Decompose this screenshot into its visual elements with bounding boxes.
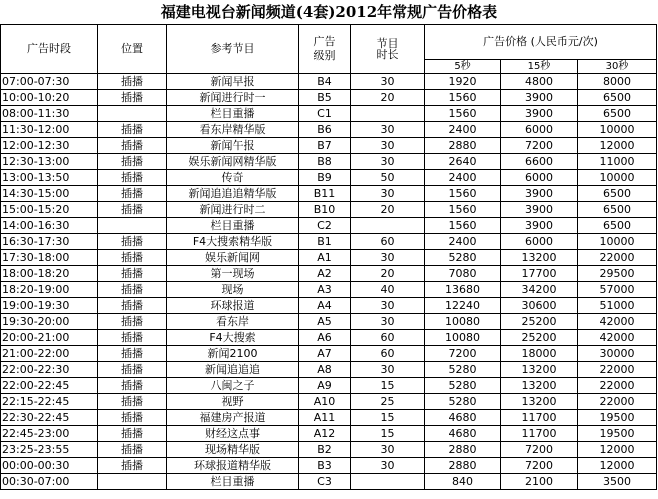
cell-position: 插播 [98, 202, 167, 218]
cell-position: 插播 [98, 410, 167, 426]
cell-program: 第一现场 [167, 266, 299, 282]
cell-length: 30 [351, 362, 425, 378]
cell-price-15s: 7200 [501, 458, 578, 474]
cell-price-15s: 7200 [501, 442, 578, 458]
cell-position: 插播 [98, 138, 167, 154]
cell-program: 新闻进行时二 [167, 202, 299, 218]
cell-price-5s: 2880 [425, 458, 501, 474]
table-row [1, 458, 657, 474]
sheet-title: 福建电视台新闻频道(4套)2012年常规广告价格表 [160, 3, 498, 21]
table-row [1, 442, 657, 458]
cell-price-5s: 1560 [425, 202, 501, 218]
header-5s: 5秒 [425, 60, 501, 74]
cell-price-5s: 5280 [425, 250, 501, 266]
cell-price-5s: 7200 [425, 346, 501, 362]
cell-grade: B7 [299, 138, 351, 154]
cell-grade: B11 [299, 186, 351, 202]
table-row [1, 330, 657, 346]
cell-position: 插播 [98, 266, 167, 282]
cell-price-5s: 2400 [425, 170, 501, 186]
cell-time: 00:00-00:30 [1, 458, 98, 474]
cell-position: 插播 [98, 90, 167, 106]
cell-time: 16:30-17:30 [1, 234, 98, 250]
cell-length: 30 [351, 458, 425, 474]
cell-price-30s: 42000 [578, 314, 657, 330]
cell-program: 环球报道 [167, 298, 299, 314]
cell-price-5s: 2880 [425, 138, 501, 154]
header-length-text: 节目时长 [376, 37, 399, 61]
cell-program: 八闽之子 [167, 378, 299, 394]
table-row [1, 282, 657, 298]
cell-price-15s: 25200 [501, 314, 578, 330]
cell-time: 17:30-18:00 [1, 250, 98, 266]
header-grade [299, 25, 351, 74]
cell-length: 15 [351, 378, 425, 394]
cell-time: 12:00-12:30 [1, 138, 98, 154]
cell-program: 传奇 [167, 170, 299, 186]
cell-position: 插播 [98, 122, 167, 138]
cell-time: 10:00-10:20 [1, 90, 98, 106]
cell-price-30s: 10000 [578, 234, 657, 250]
cell-price-30s: 22000 [578, 250, 657, 266]
table-row [1, 250, 657, 266]
table-row [1, 90, 657, 106]
cell-grade: A8 [299, 362, 351, 378]
cell-length: 30 [351, 298, 425, 314]
cell-program: 福建房产报道 [167, 410, 299, 426]
cell-time: 22:45-23:00 [1, 426, 98, 442]
cell-program: 环球报道精华版 [167, 458, 299, 474]
cell-price-5s: 2400 [425, 122, 501, 138]
cell-price-15s: 3900 [501, 90, 578, 106]
cell-time: 19:00-19:30 [1, 298, 98, 314]
cell-grade: A7 [299, 346, 351, 362]
cell-price-15s: 3900 [501, 202, 578, 218]
cell-position: 插播 [98, 234, 167, 250]
cell-program: 栏目重播 [167, 106, 299, 122]
cell-grade: A11 [299, 410, 351, 426]
cell-program: F4大搜索 [167, 330, 299, 346]
cell-position: 插播 [98, 186, 167, 202]
cell-grade: B9 [299, 170, 351, 186]
cell-position: 插播 [98, 426, 167, 442]
cell-position: 插播 [98, 362, 167, 378]
cell-grade: B1 [299, 234, 351, 250]
cell-time: 15:00-15:20 [1, 202, 98, 218]
cell-grade: B8 [299, 154, 351, 170]
cell-program: F4大搜索精华版 [167, 234, 299, 250]
cell-price-5s: 4680 [425, 410, 501, 426]
cell-time: 22:30-22:45 [1, 410, 98, 426]
cell-price-30s: 12000 [578, 442, 657, 458]
cell-grade: A9 [299, 378, 351, 394]
cell-time: 22:15-22:45 [1, 394, 98, 410]
cell-price-5s: 1920 [425, 74, 501, 90]
cell-position: 插播 [98, 378, 167, 394]
cell-price-15s: 4800 [501, 74, 578, 90]
header-length [351, 25, 425, 74]
cell-position: 插播 [98, 442, 167, 458]
cell-length: 60 [351, 330, 425, 346]
cell-grade: A1 [299, 250, 351, 266]
cell-price-30s: 22000 [578, 394, 657, 410]
cell-price-5s: 2880 [425, 442, 501, 458]
header-grade-text: 广告级别 [313, 35, 336, 62]
cell-price-5s: 1560 [425, 106, 501, 122]
cell-price-15s: 7200 [501, 138, 578, 154]
cell-position: 插播 [98, 314, 167, 330]
cell-price-15s: 2100 [501, 474, 578, 490]
cell-grade: C3 [299, 474, 351, 490]
cell-position: 插播 [98, 298, 167, 314]
table-row [1, 314, 657, 330]
cell-program: 现场精华版 [167, 442, 299, 458]
table-row [1, 410, 657, 426]
cell-price-15s: 34200 [501, 282, 578, 298]
cell-program: 新闻追追追 [167, 362, 299, 378]
cell-time: 07:00-07:30 [1, 74, 98, 90]
cell-program: 新闻进行时一 [167, 90, 299, 106]
cell-time: 14:30-15:00 [1, 186, 98, 202]
price-table [0, 24, 657, 490]
cell-price-30s: 3500 [578, 474, 657, 490]
cell-price-30s: 22000 [578, 362, 657, 378]
table-row [1, 170, 657, 186]
cell-length: 25 [351, 394, 425, 410]
table-row [1, 394, 657, 410]
cell-price-15s: 25200 [501, 330, 578, 346]
header-15s: 15秒 [501, 60, 578, 74]
cell-price-5s: 12240 [425, 298, 501, 314]
cell-price-5s: 2640 [425, 154, 501, 170]
header-row [1, 25, 657, 60]
header-time: 广告时段 [1, 25, 98, 74]
cell-time: 18:00-18:20 [1, 266, 98, 282]
table-row [1, 74, 657, 90]
cell-position: 插播 [98, 282, 167, 298]
cell-program: 现场 [167, 282, 299, 298]
cell-time: 23:25-23:55 [1, 442, 98, 458]
cell-time: 13:00-13:50 [1, 170, 98, 186]
cell-position: 插播 [98, 74, 167, 90]
cell-program: 娱乐新闻网 [167, 250, 299, 266]
cell-price-30s: 19500 [578, 410, 657, 426]
cell-price-15s: 18000 [501, 346, 578, 362]
cell-price-15s: 30600 [501, 298, 578, 314]
table-row [1, 298, 657, 314]
cell-price-15s: 13200 [501, 378, 578, 394]
cell-price-30s: 57000 [578, 282, 657, 298]
cell-grade: C1 [299, 106, 351, 122]
cell-length: 30 [351, 314, 425, 330]
cell-grade: A10 [299, 394, 351, 410]
cell-price-15s: 11700 [501, 426, 578, 442]
cell-program: 新闻午报 [167, 138, 299, 154]
cell-price-30s: 6500 [578, 186, 657, 202]
cell-price-5s: 5280 [425, 378, 501, 394]
cell-price-5s: 1560 [425, 90, 501, 106]
cell-price-15s: 3900 [501, 186, 578, 202]
cell-time: 22:00-22:45 [1, 378, 98, 394]
cell-grade: A12 [299, 426, 351, 442]
cell-grade: B3 [299, 458, 351, 474]
table-row [1, 426, 657, 442]
cell-program: 栏目重播 [167, 218, 299, 234]
header-price: 广告价格 (人民币元/次) [425, 25, 657, 60]
table-row [1, 202, 657, 218]
cell-time: 14:00-16:30 [1, 218, 98, 234]
cell-grade: A3 [299, 282, 351, 298]
cell-price-15s: 13200 [501, 362, 578, 378]
cell-length: 20 [351, 90, 425, 106]
cell-time: 00:30-07:00 [1, 474, 98, 490]
table-row [1, 346, 657, 362]
header-30s: 30秒 [578, 60, 657, 74]
cell-grade: A2 [299, 266, 351, 282]
cell-length: 50 [351, 170, 425, 186]
cell-price-15s: 13200 [501, 250, 578, 266]
cell-program: 视野 [167, 394, 299, 410]
cell-length: 60 [351, 234, 425, 250]
cell-position: 插播 [98, 250, 167, 266]
cell-length [351, 218, 425, 234]
cell-grade: C2 [299, 218, 351, 234]
cell-grade: A6 [299, 330, 351, 346]
cell-grade: A5 [299, 314, 351, 330]
cell-time: 12:30-13:00 [1, 154, 98, 170]
table-row [1, 186, 657, 202]
cell-price-30s: 12000 [578, 458, 657, 474]
cell-price-30s: 42000 [578, 330, 657, 346]
cell-price-30s: 51000 [578, 298, 657, 314]
cell-time: 21:00-22:00 [1, 346, 98, 362]
cell-price-5s: 10080 [425, 314, 501, 330]
cell-program: 财经这点事 [167, 426, 299, 442]
cell-price-5s: 13680 [425, 282, 501, 298]
cell-price-30s: 19500 [578, 426, 657, 442]
header-position: 位置 [98, 25, 167, 74]
cell-time: 22:00-22:30 [1, 362, 98, 378]
cell-price-30s: 29500 [578, 266, 657, 282]
cell-position [98, 474, 167, 490]
cell-time: 18:20-19:00 [1, 282, 98, 298]
cell-position: 插播 [98, 458, 167, 474]
cell-price-30s: 6500 [578, 218, 657, 234]
header-program: 参考节目 [167, 25, 299, 74]
cell-price-30s: 30000 [578, 346, 657, 362]
table-row [1, 378, 657, 394]
cell-price-5s: 1560 [425, 218, 501, 234]
cell-length [351, 474, 425, 490]
cell-program: 看东岸精华版 [167, 122, 299, 138]
cell-length: 30 [351, 154, 425, 170]
cell-price-5s: 1560 [425, 186, 501, 202]
table-row [1, 106, 657, 122]
cell-length: 15 [351, 410, 425, 426]
cell-grade: B4 [299, 74, 351, 90]
cell-price-15s: 13200 [501, 394, 578, 410]
table-row [1, 122, 657, 138]
cell-length: 40 [351, 282, 425, 298]
table-row [1, 474, 657, 490]
cell-length: 30 [351, 250, 425, 266]
cell-time: 08:00-11:30 [1, 106, 98, 122]
cell-time: 11:30-12:00 [1, 122, 98, 138]
cell-price-15s: 6000 [501, 122, 578, 138]
cell-price-5s: 5280 [425, 362, 501, 378]
cell-price-15s: 3900 [501, 218, 578, 234]
cell-grade: B2 [299, 442, 351, 458]
cell-grade: B5 [299, 90, 351, 106]
cell-price-15s: 11700 [501, 410, 578, 426]
cell-length: 15 [351, 426, 425, 442]
cell-price-5s: 5280 [425, 394, 501, 410]
cell-price-15s: 6000 [501, 170, 578, 186]
cell-position: 插播 [98, 394, 167, 410]
cell-price-15s: 3900 [501, 106, 578, 122]
cell-length: 20 [351, 202, 425, 218]
cell-price-30s: 6500 [578, 202, 657, 218]
table-row [1, 234, 657, 250]
cell-grade: B10 [299, 202, 351, 218]
cell-length: 30 [351, 122, 425, 138]
cell-length: 30 [351, 186, 425, 202]
cell-length: 30 [351, 442, 425, 458]
cell-program: 新闻追追追精华版 [167, 186, 299, 202]
cell-program: 新闻2100 [167, 346, 299, 362]
cell-program: 栏目重播 [167, 474, 299, 490]
cell-program: 娱乐新闻网精华版 [167, 154, 299, 170]
cell-program: 看东岸 [167, 314, 299, 330]
cell-length: 30 [351, 138, 425, 154]
cell-price-15s: 6000 [501, 234, 578, 250]
cell-position [98, 106, 167, 122]
cell-price-5s: 2400 [425, 234, 501, 250]
cell-price-30s: 12000 [578, 138, 657, 154]
cell-price-5s: 7080 [425, 266, 501, 282]
cell-length: 20 [351, 266, 425, 282]
cell-grade: A4 [299, 298, 351, 314]
table-row [1, 138, 657, 154]
cell-price-30s: 11000 [578, 154, 657, 170]
cell-length: 60 [351, 346, 425, 362]
cell-position [98, 218, 167, 234]
cell-price-15s: 6600 [501, 154, 578, 170]
cell-time: 19:30-20:00 [1, 314, 98, 330]
cell-length [351, 106, 425, 122]
cell-position: 插播 [98, 330, 167, 346]
table-row [1, 218, 657, 234]
cell-price-5s: 4680 [425, 426, 501, 442]
cell-position: 插播 [98, 170, 167, 186]
cell-price-30s: 6500 [578, 106, 657, 122]
cell-price-15s: 17700 [501, 266, 578, 282]
cell-price-5s: 840 [425, 474, 501, 490]
cell-price-5s: 10080 [425, 330, 501, 346]
cell-grade: B6 [299, 122, 351, 138]
cell-position: 插播 [98, 154, 167, 170]
cell-length: 30 [351, 74, 425, 90]
table-row [1, 154, 657, 170]
table-row [1, 266, 657, 282]
cell-price-30s: 8000 [578, 74, 657, 90]
cell-position: 插播 [98, 346, 167, 362]
cell-price-30s: 10000 [578, 170, 657, 186]
cell-program: 新闻早报 [167, 74, 299, 90]
table-row [1, 362, 657, 378]
cell-time: 20:00-21:00 [1, 330, 98, 346]
cell-price-30s: 22000 [578, 378, 657, 394]
cell-price-30s: 10000 [578, 122, 657, 138]
cell-price-30s: 6500 [578, 90, 657, 106]
